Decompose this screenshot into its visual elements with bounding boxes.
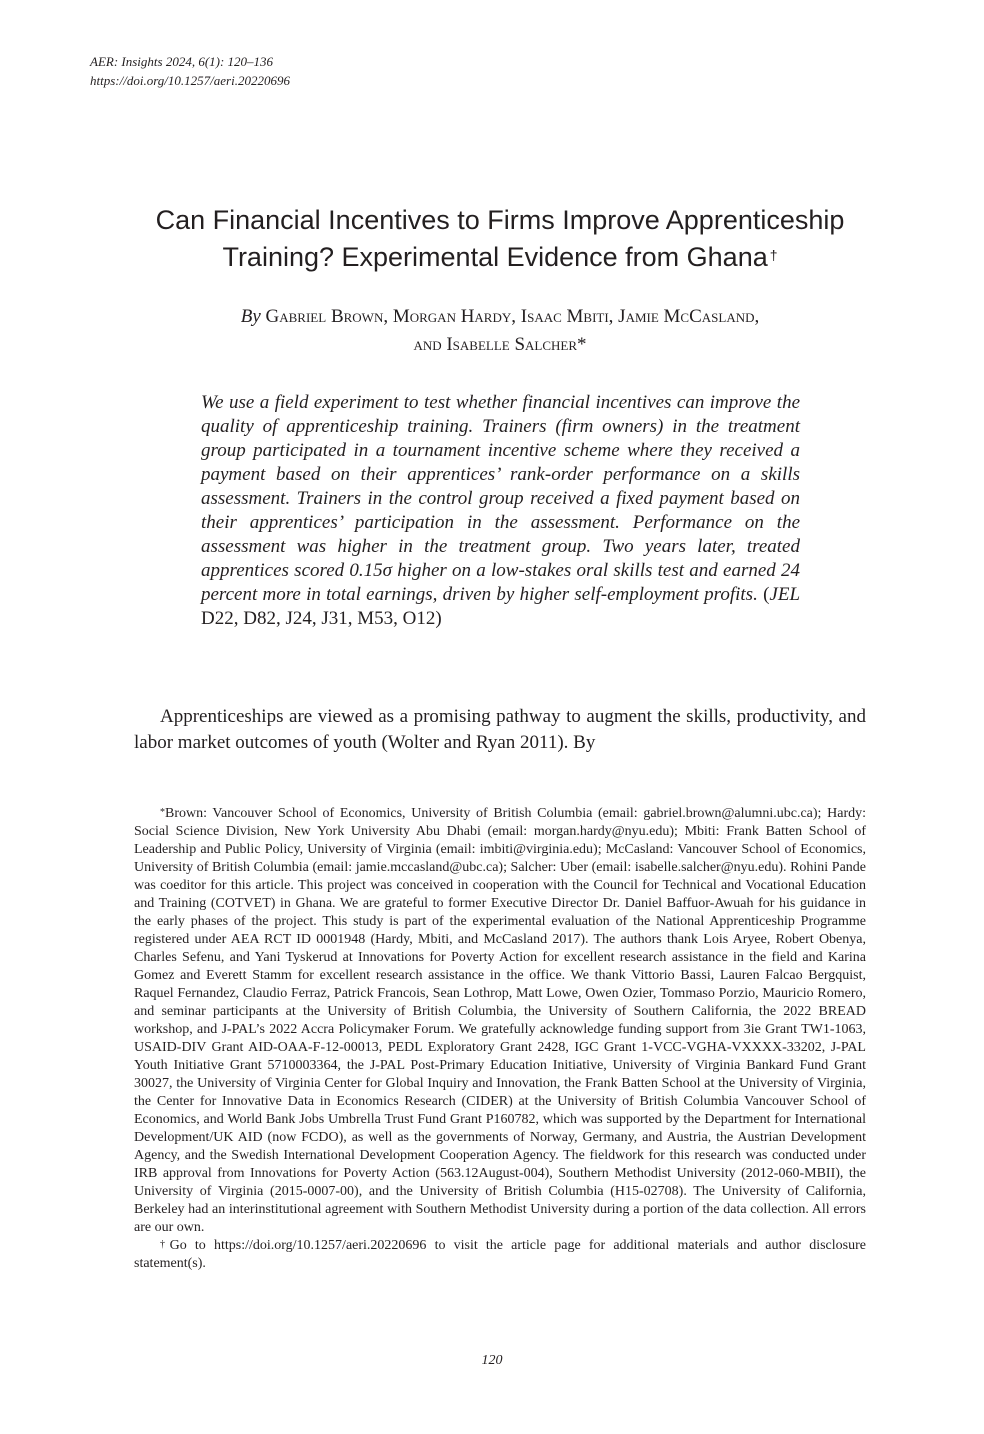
dagger-footnote: [134, 1237, 866, 1273]
intro-paragraph: Apprenticeships are viewed as a promising pathway to augment the skills, productivity, and labor market outcomes of youth (Wolter and Ryan 2011). By: [134, 706, 866, 753]
author-byline: [100, 303, 900, 359]
byline-prefix: By: [240, 306, 261, 327]
title-dagger-mark: †: [769, 247, 778, 263]
author-footnote-text: Brown: Vancouver School of Economics, University of British Columbia (email: gabriel.brown@alumni.ubc.ca); Hardy: Social Science Division, New York University Abu Dhabi (email: morgan.hardy@nyu.edu); Mbiti: Frank Batten School of Leadership and Public Policy, University of Virginia (email: imbiti@virginia.edu); McCasland: Vancouver School of Economics, University of British Columbia (email: jamie.mccasland@ubc.ca); Salcher: Uber (email: isabelle.salcher@nyu.edu). Rohini Pande was coeditor for this article. This project was conceived in cooperation with the Council for Technical and Vocational Education and Training (COTVET) in Ghana. We are grateful to former Executive Director Dr. Daniel Baffuor-Awuah for his guidance in the early phases of the project. This study is part of the experimental evaluation of the National Apprenticeship Programme registered under AEA RCT ID 0001948 (Hardy, Mbiti, and McCasland 2017). The authors thank Lois Aryee, Robert Obenya, Charles Sefenu, and Yani Tyskerud at Innovations for Poverty Action for excellent research assistance in the field and Karina Gomez and Everett Stamm for excellent research assistance in the office. We thank Vittorio Bassi, Lauren Falcao Bergquist, Raquel Fernandez, Claudio Ferraz, Patrick Francois, Sean Lothrop, Matt Lowe, Owen Ozier, Tommaso Porzio, Mauricio Romero, and seminar participants at the University of British Columbia, the University of Southern California, the 2022 BREAD workshop, and J-PAL’s 2022 Accra Policymaker Forum. We gratefully acknowledge funding support from 3ie Grant TW1-1063, USAID-DIV Grant AID-OAA-F-12-00013, PEDL Exploratory Grant 2428, IGC Grant 1-VCC-VGHA-VXXXX-33202, J-PAL Youth Initiative Grant 5710003364, the J-PAL Post-Primary Education Initiative, University of Virginia Bankard Fund Grant 30027, the University of Virginia Center for Global Inquiry and Innovation, the Frank Batten School at the University of Virginia, the Center for Innovative Data in Economics Research (CIDER) at the University of British Columbia Vancouver School of Economics, and World Bank Jobs Umbrella Trust Fund Grant P160782, which was supported by the Department for International Development/UK AID (now FCDO), as well as the governments of Norway, Germany, and Austria, the Austrian Development Agency, and the Swedish International Development Cooperation Agency. The fieldwork for this research was conducted under IRB approval from Innovations for Poverty Action (563.12August-004), Southern Methodist University (2012-060-MBII), the University of Virginia (2015-0007-00), and the University of British Columbia (H15-02708). The University of California, Berkeley had an interinstitutional agreement with Southern Methodist University during a portion of the data collection. All errors are our own.: [134, 806, 866, 1235]
author-names-line-1: Gabriel Brown, Morgan Hardy, Isaac Mbiti, Jamie McCasland,: [265, 306, 760, 327]
page-number: 120: [481, 1353, 503, 1368]
dagger-footnote-text: Go to https://doi.org/10.1257/aeri.20220696 to visit the article page for additional materials and author disclosure statement(s).: [134, 1238, 866, 1271]
title-line-2: Training? Experimental Evidence from Ghana: [222, 242, 768, 272]
author-names-line-2: and Isabelle Salcher*: [413, 334, 587, 355]
dagger-mark: †: [160, 1239, 170, 1250]
journal-header: [90, 52, 290, 90]
jel-open-paren: (: [763, 584, 770, 605]
article-title: [100, 202, 900, 276]
journal-citation: AER: Insights 2024, 6(1): 120–136: [90, 54, 274, 69]
abstract: [201, 391, 800, 631]
abstract-text: We use a field experiment to test whether financial incentives can improve the quality of apprenticeship training. Trainers (firm owners) in the treatment group participated in a tournament incentive scheme where they received a payment based on their apprentices’ rank-order performance on a skills assessment. Trainers in the control group received a fixed payment based on their apprentices’ participation in the assessment. Performance on the assessment was higher in the treatment group. Two years later, treated apprentices scored 0.15σ higher on a low-stakes oral skills test and earned 24 percent more in total earnings, driven by higher self-employment profits.: [201, 392, 800, 605]
jel-label: JEL: [769, 584, 801, 605]
author-footnote: [134, 805, 866, 1237]
jel-code-list: D22, D82, J24, J31, M53, O12): [201, 608, 442, 629]
title-line-1: Can Financial Incentives to Firms Improve Apprenticeship: [155, 205, 845, 235]
asterisk-mark: *: [160, 807, 165, 818]
journal-doi: https://doi.org/10.1257/aeri.20220696: [90, 73, 290, 88]
footnotes: [134, 805, 866, 1273]
